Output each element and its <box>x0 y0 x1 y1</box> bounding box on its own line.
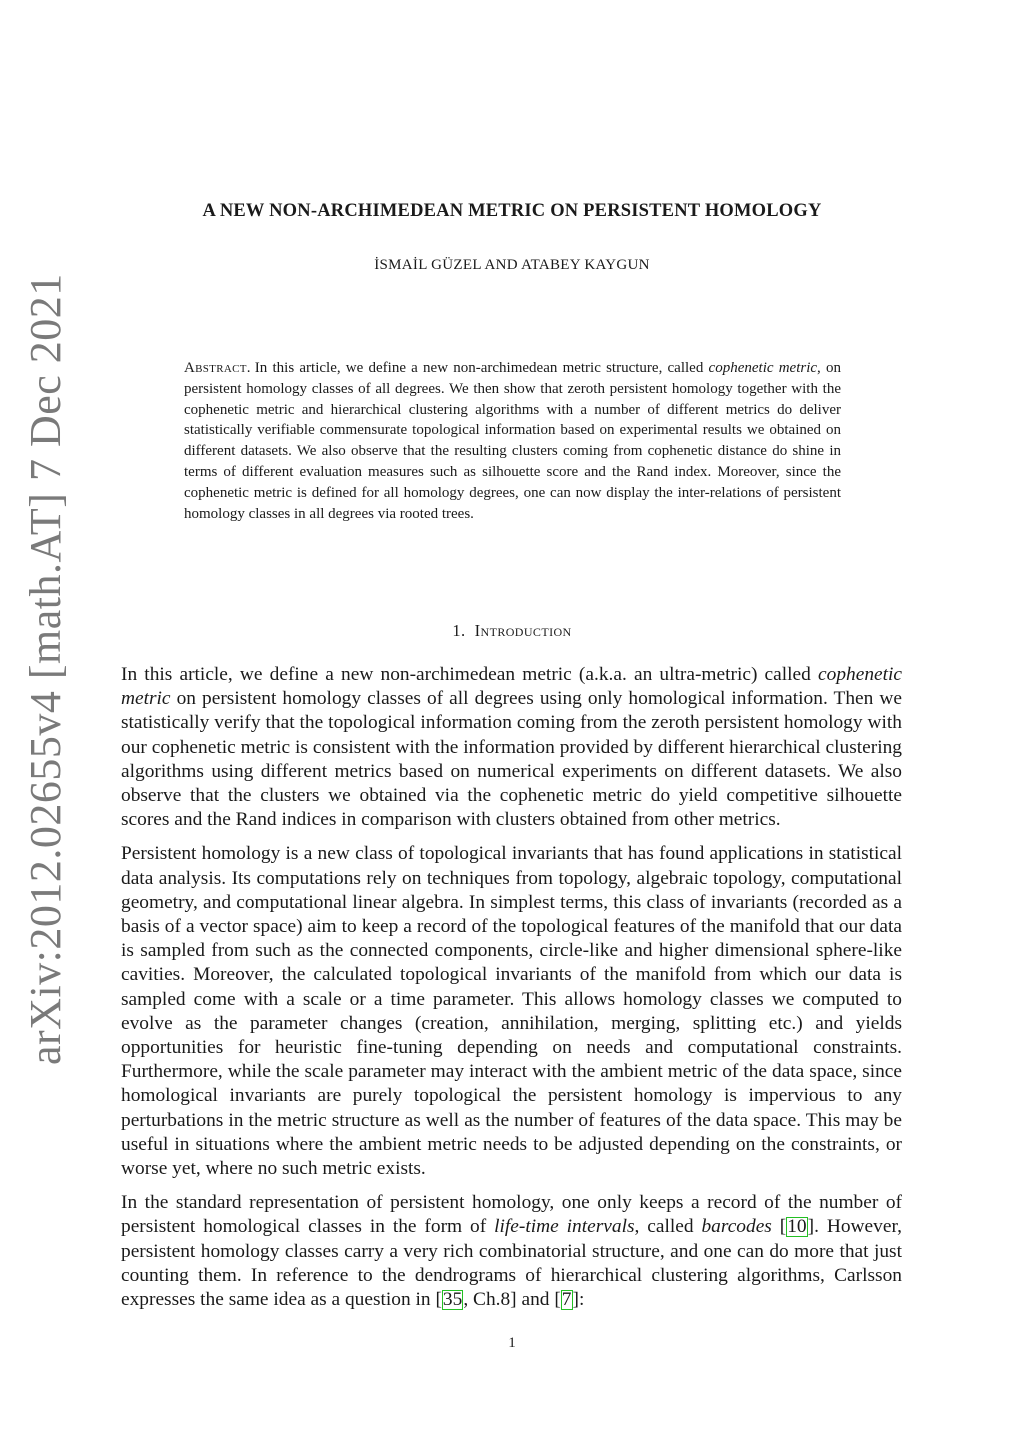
page-number: 1 <box>508 1335 516 1351</box>
intro-p1-text-cont: on persistent homology classes of all degrees using only homological information. Then we statistically verify that the topological information coming from the zeroth persistent homology with our cophenetic metric is consistent with the information provided by different hierarchical clustering algorithms using different metrics based on numerical experiments on different datasets. We also observe that the clusters we obtained via the cophenetic metric do yield competitive silhouette scores and the Rand indices in comparison with clusters obtained from other metrics. <box>121 688 902 831</box>
intro-p3-text: In the standard representation of persistent homology, one only keeps a record of the number of persistent homological classes in the form of <box>121 1192 902 1238</box>
intro-p3-text-c: [ <box>771 1216 787 1238</box>
intro-paragraph-1 <box>121 663 902 832</box>
intro-p3-text-d: ]. However, persistent homology classes carry a very rich combinatorial structure, and one can do more that just counting them. In reference to the dendrograms of hierarchical clustering algorithms, Carlsson expresses the same idea as a question in [ <box>121 1216 902 1311</box>
intro-p3-text-b: , called <box>634 1216 702 1238</box>
paper-title: A NEW NON-ARCHIMEDEAN METRIC ON PERSISTENT HOMOLOGY <box>202 201 822 221</box>
abstract <box>184 358 841 524</box>
abstract-text-cont: , on persistent homology classes of all degrees. We then show that zeroth persistent homology together with the cophenetic metric and hierarchical clustering algorithms with a number of different metrics do deliver statistically verifiable commensurate topological information based on experimental results we obtained on different datasets. We also observe that the resulting clusters coming from cophenetic distance do shine in terms of different evaluation measures such as silhouette score and the Rand index. Moreover, since the cophenetic metric is defined for all homology degrees, one can now display the inter-relations of persistent homology classes in all degrees via rooted trees. <box>184 360 842 522</box>
section-heading <box>0 621 1024 641</box>
intro-p3-emphasis-2: barcodes <box>701 1216 772 1238</box>
intro-paragraph-2: Persistent homology is a new class of topological invariants that has found applications in statistical data analysis. Its computations rely on techniques from topology, algebraic topology, computational geometry, and computational linear algebra. In simplest terms, this class of invariants (recorded as a basis of a vector space) aim to keep a record of the topological features of the manifold that our data is sampled from such as the connected components, circle-like and higher dimensional sphere-like cavities. Moreover, the calculated topological invariants of the manifold from which our data is sampled come with a scale or a time parameter. This allows homology classes we computed to evolve as the parameter changes (creation, annihilation, merging, splitting etc.) and yields opportunities for heuristic fine-tuning depending on needs and computational constraints. Furthermore, while the scale parameter may interact with the ambient metric of the data space, since homological invariants are purely topological the persistent homology is impervious to any perturbations in the metric structure as well as the number of features of the data space. This may be useful in situations where the ambient metric needs to be adjusted depending on the constraints, or worse yet, where no such metric exists. <box>121 843 902 1180</box>
section-title: Introduction <box>474 621 572 640</box>
citation-link-7[interactable]: 7 <box>561 1289 572 1311</box>
intro-p3-text-e: , Ch.8] and [ <box>463 1289 561 1311</box>
intro-p3-text-f: ]: <box>572 1289 585 1311</box>
intro-p1-emphasis: cophenetic metric <box>121 664 902 710</box>
arxiv-stamp: arXiv:2012.02655v4 [math.AT] 7 Dec 2021 <box>21 273 70 1065</box>
citation-link-35[interactable]: 35 <box>442 1289 463 1311</box>
abstract-emphasis: cophenetic metric <box>708 360 818 376</box>
intro-p3-emphasis-1: life-time intervals <box>494 1216 635 1238</box>
abstract-text: In this article, we define a new non-archimedean metric structure, called <box>254 360 709 376</box>
paper-authors: İSMAİL GÜZEL AND ATABEY KAYGUN <box>374 257 650 273</box>
intro-body <box>121 663 902 1322</box>
intro-paragraph-3 <box>121 1191 902 1312</box>
section-number: 1. <box>452 621 466 640</box>
intro-p1-text: In this article, we define a new non-archimedean metric (a.k.a. an ultra-metric) called <box>121 664 819 685</box>
abstract-label: Abstract. <box>184 360 251 376</box>
citation-link-10[interactable]: 10 <box>787 1216 807 1238</box>
